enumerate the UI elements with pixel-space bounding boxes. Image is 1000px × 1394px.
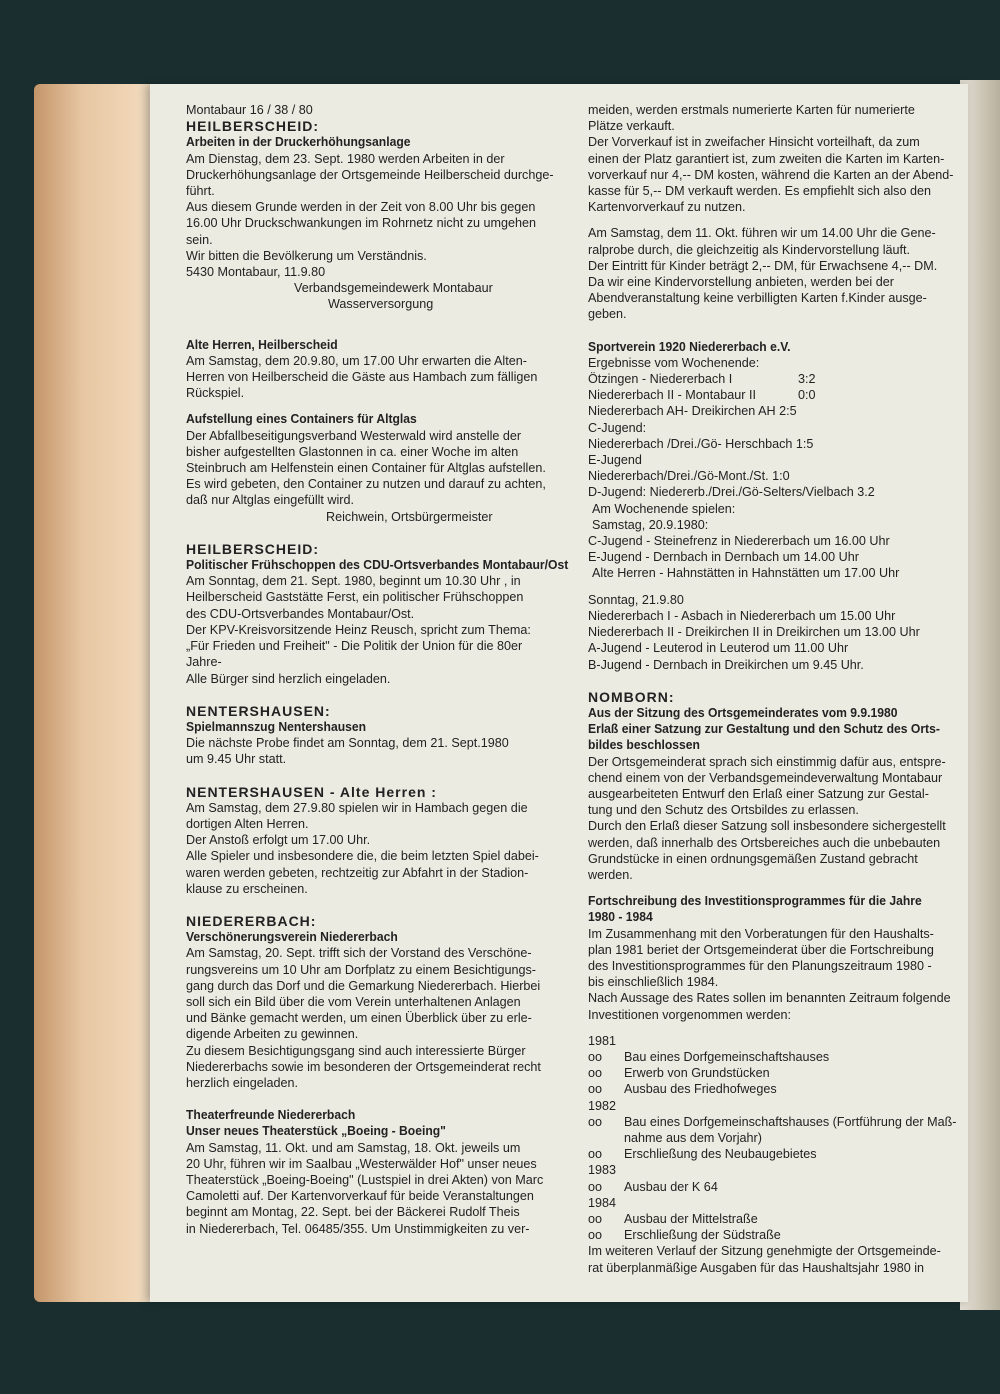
text-line: kasse für 5,-- DM verkauft werden. Es empfiehlt sich also den bbox=[588, 184, 931, 199]
plan-item-text: nahme aus dem Vorjahr) bbox=[624, 1130, 762, 1145]
text-line: C-Jugend: bbox=[588, 420, 647, 435]
plan-item bbox=[588, 1065, 958, 1081]
text-line: Investitionen vorgenommen werden: bbox=[588, 1007, 792, 1022]
text-line: Am Wochenende spielen: bbox=[592, 501, 736, 516]
text-line: Druckerhöhungsanlage der Ortsgemeinde Heilberscheid durchge- bbox=[186, 167, 554, 182]
plan-item-text: Ausbau des Friedhofweges bbox=[624, 1082, 777, 1097]
section-title: Aufstellung eines Containers für Altglas bbox=[186, 411, 417, 427]
section-place: NIEDERERBACH: bbox=[186, 912, 317, 929]
section-title: Theaterfreunde Niedererbach bbox=[186, 1107, 356, 1123]
text-line: Am Dienstag, dem 23. Sept. 1980 werden Arbeiten in der bbox=[186, 151, 505, 166]
plan-item-text: Ausbau der Mittelstraße bbox=[624, 1212, 758, 1226]
section-title: Erlaß einer Satzung zur Gestaltung und den Schutz des Orts- bbox=[588, 721, 940, 737]
text-line: herzlich eingeladen. bbox=[186, 1075, 299, 1090]
plan-item bbox=[588, 1146, 958, 1162]
signature-line: Wasserversorgung bbox=[328, 297, 434, 312]
text-line: Plätze verkauft. bbox=[588, 119, 675, 134]
text-line: Durch den Erlaß dieser Satzung soll insbesondere sichergestellt bbox=[588, 819, 946, 834]
plan-item-text: Erschließung des Neubaugebietes bbox=[624, 1147, 817, 1162]
text-line: Steinbruch am Helfenstein einen Container für Altglas aufstellen. bbox=[186, 461, 546, 476]
plan-item bbox=[588, 1211, 958, 1227]
text-line: E-Jugend bbox=[588, 453, 642, 468]
text-line: Im weiteren Verlauf der Sitzung genehmigte der Ortsgemeinde- bbox=[588, 1244, 941, 1259]
running-head: Montabaur 16 / 38 / 80 bbox=[186, 103, 313, 117]
bullet: oo bbox=[588, 1179, 603, 1194]
plan-item-text: Bau eines Dorfgemeinschaftshauses bbox=[624, 1049, 830, 1064]
text-line: digende Arbeiten zu gewinnen. bbox=[186, 1027, 359, 1042]
text-line: werden, daß innerhalb des Ortsbereiches auch die unbebauten bbox=[588, 835, 941, 850]
bullet: oo bbox=[588, 1066, 603, 1081]
text-line: Niedererbach /Drei./Gö- Herschbach 1:5 bbox=[588, 436, 814, 451]
text-line: B-Jugend - Dernbach in Dreikirchen um 9.45 Uhr. bbox=[588, 657, 864, 672]
plan-item bbox=[588, 1179, 958, 1195]
plan-item-text: Erwerb von Grundstücken bbox=[624, 1066, 770, 1081]
text-line: werden. bbox=[588, 867, 633, 882]
bullet: oo bbox=[588, 1049, 603, 1064]
text-line: daß nur Altglas eingefüllt wird. bbox=[186, 493, 355, 508]
section-place: NENTERSHAUSEN: bbox=[186, 702, 331, 719]
text-line: plan 1981 beriet der Ortsgemeinderat über die Fortschreibung bbox=[588, 942, 934, 957]
left-column bbox=[186, 102, 578, 1237]
text-line: chend einem von der Verbandsgemeindeverwaltung Montabaur bbox=[588, 770, 943, 785]
text-line: Niedererbach/Drei./Gö-Mont./St. 1:0 bbox=[588, 469, 790, 484]
text-line: Der Anstoß erfolgt um 17.00 Uhr. bbox=[186, 833, 371, 848]
plan-item bbox=[588, 1227, 958, 1243]
text-line: dortigen Alten Herren. bbox=[186, 816, 309, 831]
text-line: Alte Herren - Hahnstätten in Hahnstätten um 17.00 Uhr bbox=[592, 566, 900, 581]
section-place: NENTERSHAUSEN - Alte Herren : bbox=[186, 783, 437, 800]
text-line: „Für Frieden und Freiheit" - Die Politik der Union für die 80er bbox=[186, 639, 523, 654]
text-line: Alle Bürger sind herzlich eingeladen. bbox=[186, 671, 391, 686]
section-place: HEILBERSCHEID: bbox=[186, 540, 320, 557]
section-title: Alte Herren, Heilberscheid bbox=[186, 336, 338, 352]
section-title: Arbeiten in der Druckerhöhungsanlage bbox=[186, 134, 411, 150]
text-line: rat überplanmäßige Ausgaben für das Haushaltsjahr 1980 in bbox=[588, 1260, 925, 1275]
text-line: rungsvereins um 10 Uhr am Dorfplatz zu einem Besichtigungs- bbox=[186, 962, 536, 977]
plan-year: 1981 bbox=[588, 1033, 617, 1048]
text-line: 5430 Montabaur, 11.9.80 bbox=[186, 265, 326, 280]
text-line: bisher aufgestellten Glastonnen in ca. einer Woche im alten bbox=[186, 444, 519, 459]
text-line: Alle Spieler und insbesondere die, die beim letzten Spiel dabei- bbox=[186, 849, 539, 864]
text-line: Am Samstag, dem 11. Okt. führen wir um 14.00 Uhr die Gene- bbox=[588, 226, 936, 241]
text-line: soll sich ein Bild über die vom Verein unterhaltenen Anlagen bbox=[186, 994, 521, 1009]
text-line: Der KPV-Kreisvorsitzende Heinz Reusch, spricht zum Thema: bbox=[186, 622, 531, 637]
plan-year: 1984 bbox=[588, 1195, 617, 1210]
text-line: um 9.45 Uhr statt. bbox=[186, 752, 287, 767]
bullet: oo bbox=[588, 1212, 603, 1226]
signature-line: Verbandsgemeindewerk Montabaur bbox=[294, 281, 493, 296]
text-line: Der Ortsgemeinderat sprach sich einstimmig dafür aus, entspre- bbox=[588, 754, 946, 769]
result-row bbox=[588, 371, 958, 387]
text-line: ausgearbeiteten Entwurf den Erlaß einer Satzung zur Gestal- bbox=[588, 786, 929, 801]
bullet: oo bbox=[588, 1228, 603, 1243]
text-line: in Niedererbach, Tel. 06485/355. Um Unstimmigkeiten zu ver- bbox=[186, 1221, 530, 1236]
section-title: Politischer Frühschoppen des CDU-Ortsverbandes Montabaur/Ost bbox=[186, 557, 569, 573]
plan-item bbox=[588, 1049, 958, 1065]
result-match: Niedererbach II - Montabaur II bbox=[588, 388, 756, 403]
book-page bbox=[150, 84, 968, 1302]
text-line: Am Samstag, dem 20.9.80, um 17.00 Uhr erwarten die Alten- bbox=[186, 353, 527, 368]
bullet: oo bbox=[588, 1147, 603, 1162]
result-score: 0:0 bbox=[798, 388, 816, 403]
text-line: Samstag, 20.9.1980: bbox=[592, 517, 709, 532]
section-title: Fortschreibung des Investitionsprogrammes für die Jahre bbox=[588, 893, 922, 909]
bullet: oo bbox=[588, 1082, 603, 1097]
text-line: Heilberscheid Gaststätte Ferst, ein politischer Frühschoppen bbox=[186, 590, 524, 605]
result-row bbox=[588, 387, 958, 403]
plan-item-text: Ausbau der K 64 bbox=[624, 1179, 718, 1194]
section-title: bildes beschlossen bbox=[588, 737, 700, 753]
text-line: Niedererbachs sowie im besonderen der Ortsgemeinderat recht bbox=[186, 1059, 541, 1074]
text-line: des Investitionsprogrammes für den Planungszeitraum 1980 - bbox=[588, 958, 932, 973]
bullet: oo bbox=[588, 1114, 603, 1129]
text-line: gang durch das Dorf und die Gemarkung Niedererbach. Hierbei bbox=[186, 978, 541, 993]
text-line: Da wir eine Kindervorstellung anbieten, werden bei der bbox=[588, 275, 894, 290]
section-subtitle: Unser neues Theaterstück „Boeing - Boeing" bbox=[186, 1123, 446, 1139]
text-line: Niedererbach II - Dreikirchen II in Dreikirchen um 13.00 Uhr bbox=[588, 625, 920, 640]
text-line: des CDU-Ortsverbandes Montabaur/Ost. bbox=[186, 606, 415, 621]
text-line: Wir bitten die Bevölkerung um Verständnis. bbox=[186, 248, 427, 263]
text-line: Ergebnisse vom Wochenende: bbox=[588, 355, 760, 370]
text-line: Theaterstück „Boeing-Boeing" (Lustspiel in drei Akten) von Marc bbox=[186, 1172, 544, 1187]
text-line: waren werden gebeten, rechtzeitig zur Abfahrt in der Stadion- bbox=[186, 865, 529, 880]
plan-item-text: Bau eines Dorfgemeinschaftshauses (Fortführung der Maß- bbox=[624, 1114, 957, 1129]
text-line: geben. bbox=[588, 307, 627, 322]
text-line: Camoletti auf. Der Kartenvorverkauf für beide Veranstaltungen bbox=[186, 1189, 534, 1204]
text-line: ralprobe durch, die gleichzeitig als Kindervorstellung läuft. bbox=[588, 242, 911, 257]
text-line: Kartenvorverkauf zu nutzen. bbox=[588, 200, 746, 215]
text-line: tung und den Schutz des Ortsbildes zu erlassen. bbox=[588, 803, 859, 818]
text-line: vorverkauf nur 4,-- DM kosten, während die Karten an der Abend- bbox=[588, 167, 954, 182]
text-line: klause zu erscheinen. bbox=[186, 881, 308, 896]
result-score: 3:2 bbox=[798, 372, 816, 387]
text-line: Es wird gebeten, den Container zu nutzen und darauf zu achten, bbox=[186, 477, 546, 492]
text-line: beginnt am Montag, 22. Sept. bei der Bäckerei Rudolf Theis bbox=[186, 1205, 520, 1220]
text-line: meiden, werden erstmals numerierte Karten für numerierte bbox=[588, 103, 915, 117]
text-line: D-Jugend: Niedererb./Drei./Gö-Selters/Vielbach 3.2 bbox=[588, 485, 875, 500]
text-line: Abendveranstaltung keine verbilligten Karten f.Kinder ausge- bbox=[588, 291, 927, 306]
section-place: HEILBERSCHEID: bbox=[186, 118, 320, 135]
text-line: 16.00 Uhr Druckschwankungen im Rohrnetz nicht zu umgehen bbox=[186, 216, 537, 231]
text-line: Rückspiel. bbox=[186, 386, 245, 401]
text-line: Nach Aussage des Rates sollen im benannten Zeitraum folgende bbox=[588, 991, 951, 1006]
text-line: Am Samstag, dem 27.9.80 spielen wir in Hambach gegen die bbox=[186, 800, 528, 815]
text-line: 20 Uhr, führen wir im Saalbau „Westerwälder Hof" unser neues bbox=[186, 1156, 537, 1171]
signature-line: Reichwein, Ortsbürgermeister bbox=[326, 509, 493, 524]
text-line: führt. bbox=[186, 184, 215, 199]
text-line: E-Jugend - Dernbach in Dernbach um 14.00 Uhr bbox=[588, 550, 859, 565]
section-title: 1980 - 1984 bbox=[588, 909, 653, 925]
plan-item-continuation bbox=[588, 1130, 958, 1146]
text-line: Die nächste Probe findet am Sonntag, dem 21. Sept.1980 bbox=[186, 736, 509, 751]
text-line: Aus diesem Grunde werden in der Zeit von 8.00 Uhr bis gegen bbox=[186, 200, 536, 215]
text-line: Der Vorverkauf ist in zweifacher Hinsicht vorteilhaft, da zum bbox=[588, 135, 920, 150]
plan-item bbox=[588, 1081, 958, 1097]
text-line: bis einschließlich 1984. bbox=[588, 975, 719, 990]
text-line: Am Sonntag, dem 21. Sept. 1980, beginnt um 10.30 Uhr , in bbox=[186, 574, 521, 589]
section-title: Spielmannszug Nentershausen bbox=[186, 718, 367, 734]
plan-year: 1982 bbox=[588, 1098, 617, 1113]
text-line: Jahre- bbox=[186, 655, 222, 670]
plan-item bbox=[588, 1114, 958, 1130]
text-line: und Bänke gemacht werden, um einen Überblick über zu erle- bbox=[186, 1011, 532, 1026]
text-line: einen der Platz garantiert ist, zum zweiten die Karten im Karten- bbox=[588, 151, 945, 166]
text-line: Grundstücke in einen ordnungsgemäßen Zustand gebracht bbox=[588, 851, 918, 866]
result-match: Ötzingen - Niedererbach I bbox=[588, 372, 733, 387]
plan-year: 1983 bbox=[588, 1163, 617, 1178]
text-line: Zu diesem Besichtigungsgang sind auch interessierte Bürger bbox=[186, 1043, 526, 1058]
section-title: Verschönerungsverein Niedererbach bbox=[186, 929, 398, 945]
section-title: Aus der Sitzung des Ortsgemeinderates vom 9.9.1980 bbox=[588, 704, 898, 720]
section-place: NOMBORN: bbox=[588, 688, 675, 705]
text-line: Niedererbach I - Asbach in Niedererbach um 15.00 Uhr bbox=[588, 608, 896, 623]
text-line: Herren von Heilberscheid die Gäste aus Hambach zum fälligen bbox=[186, 370, 538, 385]
text-line: Am Samstag, 11. Okt. und am Samstag, 18. Okt. jeweils um bbox=[186, 1140, 521, 1155]
plan-item-text: Erschließung der Südstraße bbox=[624, 1228, 781, 1243]
right-column bbox=[588, 102, 958, 1276]
text-line: sein. bbox=[186, 232, 213, 247]
text-line: Der Eintritt für Kinder beträgt 2,-- DM, für Erwachsene 4,-- DM. bbox=[588, 258, 938, 273]
text-line: A-Jugend - Leuterod in Leuterod um 11.00 Uhr bbox=[588, 641, 849, 656]
text-line: Niedererbach AH- Dreikirchen AH 2:5 bbox=[588, 404, 797, 419]
text-line: C-Jugend - Steinefrenz in Niedererbach um 16.00 Uhr bbox=[588, 534, 890, 549]
text-line: Sonntag, 21.9.80 bbox=[588, 592, 684, 607]
section-title: Sportverein 1920 Niedererbach e.V. bbox=[588, 338, 791, 354]
text-line: Der Abfallbeseitigungsverband Westerwald wird anstelle der bbox=[186, 428, 522, 443]
text-line: Im Zusammenhang mit den Vorberatungen für den Haushalts- bbox=[588, 926, 934, 941]
text-line: Am Samstag, 20. Sept. trifft sich der Vorstand des Verschöne- bbox=[186, 946, 532, 961]
